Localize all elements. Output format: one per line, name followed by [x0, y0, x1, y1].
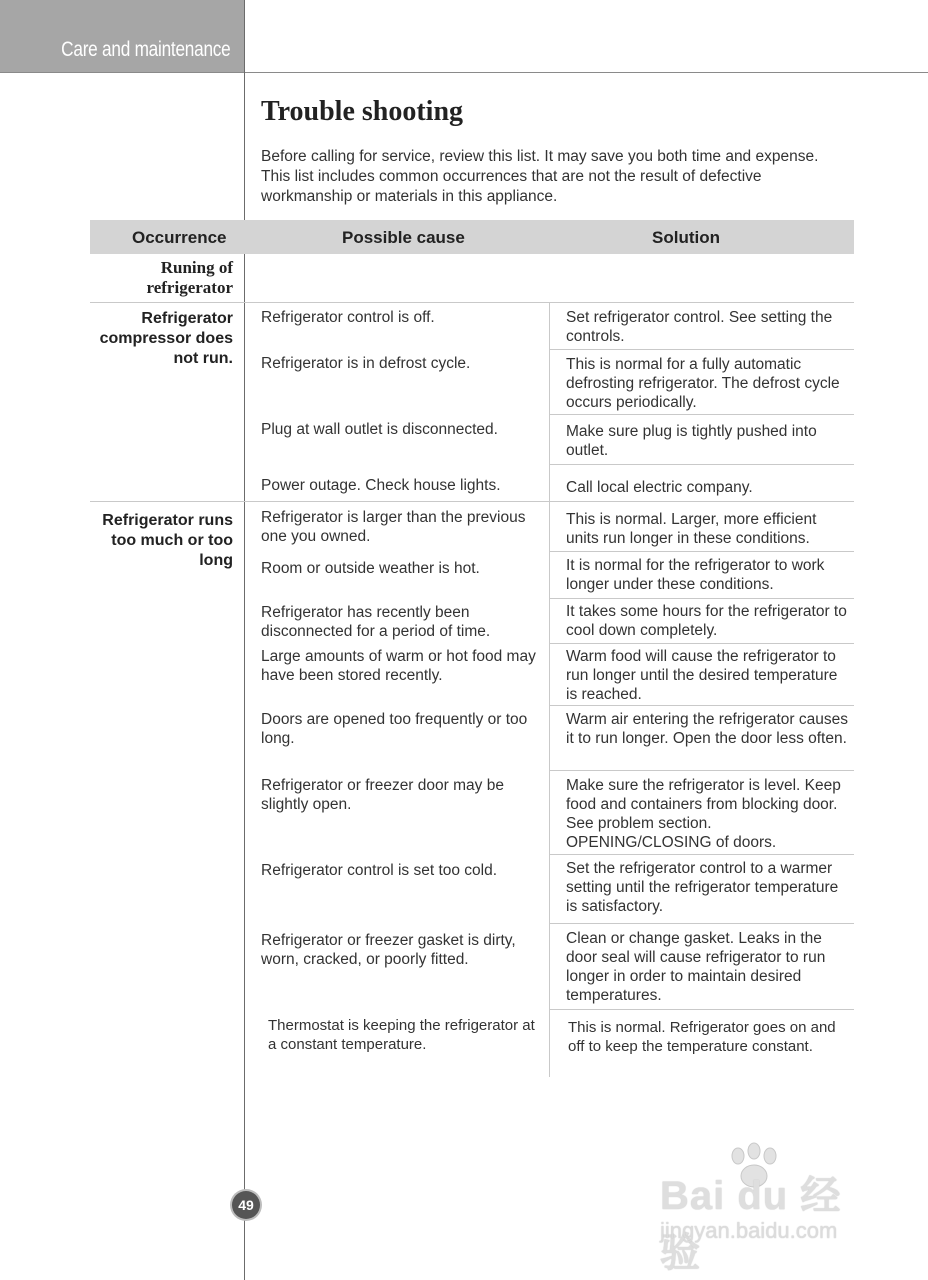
cause-cell: Refrigerator is larger than the previous one you owned.	[261, 509, 526, 545]
row-divider	[549, 1009, 854, 1010]
cause-cell: Large amounts of warm or hot food may have been stored recently.	[261, 648, 536, 684]
header-solution: Solution	[652, 228, 720, 247]
header-occurrence: Occurrence	[132, 228, 227, 247]
row-divider	[549, 598, 854, 599]
solution-cell: It is normal for the refrigerator to work longer under these conditions.	[566, 557, 825, 593]
solution-cell: Warm food will cause the refrigerator to run longer until the desired temperature is reached.	[566, 648, 838, 703]
cause-cell: Refrigerator control is set too cold.	[261, 862, 498, 879]
margin-rule	[244, 0, 245, 1280]
row-divider	[549, 705, 854, 706]
watermark	[660, 1142, 875, 1275]
section-title: Care and maintenance	[60, 38, 230, 61]
row-divider	[549, 551, 854, 552]
row-divider	[549, 770, 854, 771]
watermark-url: jingyan.baidu.com	[660, 1218, 838, 1243]
cause-cell: Room or outside weather is hot.	[261, 560, 480, 577]
section-label: Runing of refrigerator	[146, 258, 233, 297]
solution-cell: This is normal for a fully automatic defrosting refrigerator. The defrost cycle occurs periodically.	[566, 356, 840, 411]
page-title: Trouble shooting	[261, 96, 464, 127]
section-divider	[90, 302, 854, 303]
cause-cell: Doors are opened too frequently or too long.	[261, 711, 528, 747]
row-divider	[549, 464, 854, 465]
cause-cell: Plug at wall outlet is disconnected.	[261, 421, 498, 438]
cause-cell: Refrigerator or freezer door may be slightly open.	[261, 777, 504, 813]
header-rule	[0, 72, 928, 73]
solution-cell: Warm air entering the refrigerator causes it to run longer. Open the door less often.	[566, 711, 848, 747]
cause-cell: Refrigerator control is off.	[261, 309, 435, 326]
row-divider	[549, 414, 854, 415]
watermark-brand: Bai du 经验	[660, 1174, 842, 1275]
page-number: 49	[232, 1191, 260, 1219]
solution-cell: Make sure the refrigerator is level. Keep food and containers from blocking door. See problem section. OPENING/CLOSING of doors.	[566, 777, 841, 851]
row-divider	[549, 854, 854, 855]
solution-cell: Call local electric company.	[566, 479, 753, 496]
solution-cell: Set refrigerator control. See setting the controls.	[566, 309, 833, 345]
group-divider	[90, 501, 854, 502]
row-divider	[549, 349, 854, 350]
section-header-tab	[0, 0, 244, 72]
row-divider	[549, 923, 854, 924]
table-header	[90, 220, 854, 254]
solution-cell: Make sure plug is tightly pushed into outlet.	[566, 423, 817, 459]
solution-cell: It takes some hours for the refrigerator to cool down completely.	[566, 603, 847, 639]
solution-cell: This is normal. Refrigerator goes on and off to keep the temperature constant.	[568, 1019, 836, 1055]
group-label-runs-too-long: Refrigerator runs too much or too long	[102, 512, 233, 569]
intro-paragraph: Before calling for service, review this list. It may save you both time and expense. This list includes common occurrences that are not the result of defective workmanship or materials in this appliance.	[261, 148, 819, 205]
cause-cell: Refrigerator or freezer gasket is dirty, worn, cracked, or poorly fitted.	[261, 932, 516, 968]
solution-cell: Set the refrigerator control to a warmer setting until the refrigerator temperature is satisfactory.	[566, 860, 839, 915]
cause-cell: Power outage. Check house lights.	[261, 477, 501, 494]
solution-cell: This is normal. Larger, more efficient units run longer in these conditions.	[566, 511, 817, 547]
header-possible-cause: Possible cause	[342, 228, 465, 247]
solution-cell: Clean or change gasket. Leaks in the door seal will cause refrigerator to run longer in order to maintain desired temperatures.	[566, 930, 826, 1004]
column-divider	[549, 302, 550, 1077]
row-divider	[549, 643, 854, 644]
cause-cell: Thermostat is keeping the refrigerator at a constant temperature.	[268, 1017, 535, 1053]
cause-cell: Refrigerator is in defrost cycle.	[261, 355, 471, 372]
group-label-compressor: Refrigerator compressor does not run.	[99, 310, 233, 367]
cause-cell: Refrigerator has recently been disconnected for a period of time.	[261, 604, 491, 640]
